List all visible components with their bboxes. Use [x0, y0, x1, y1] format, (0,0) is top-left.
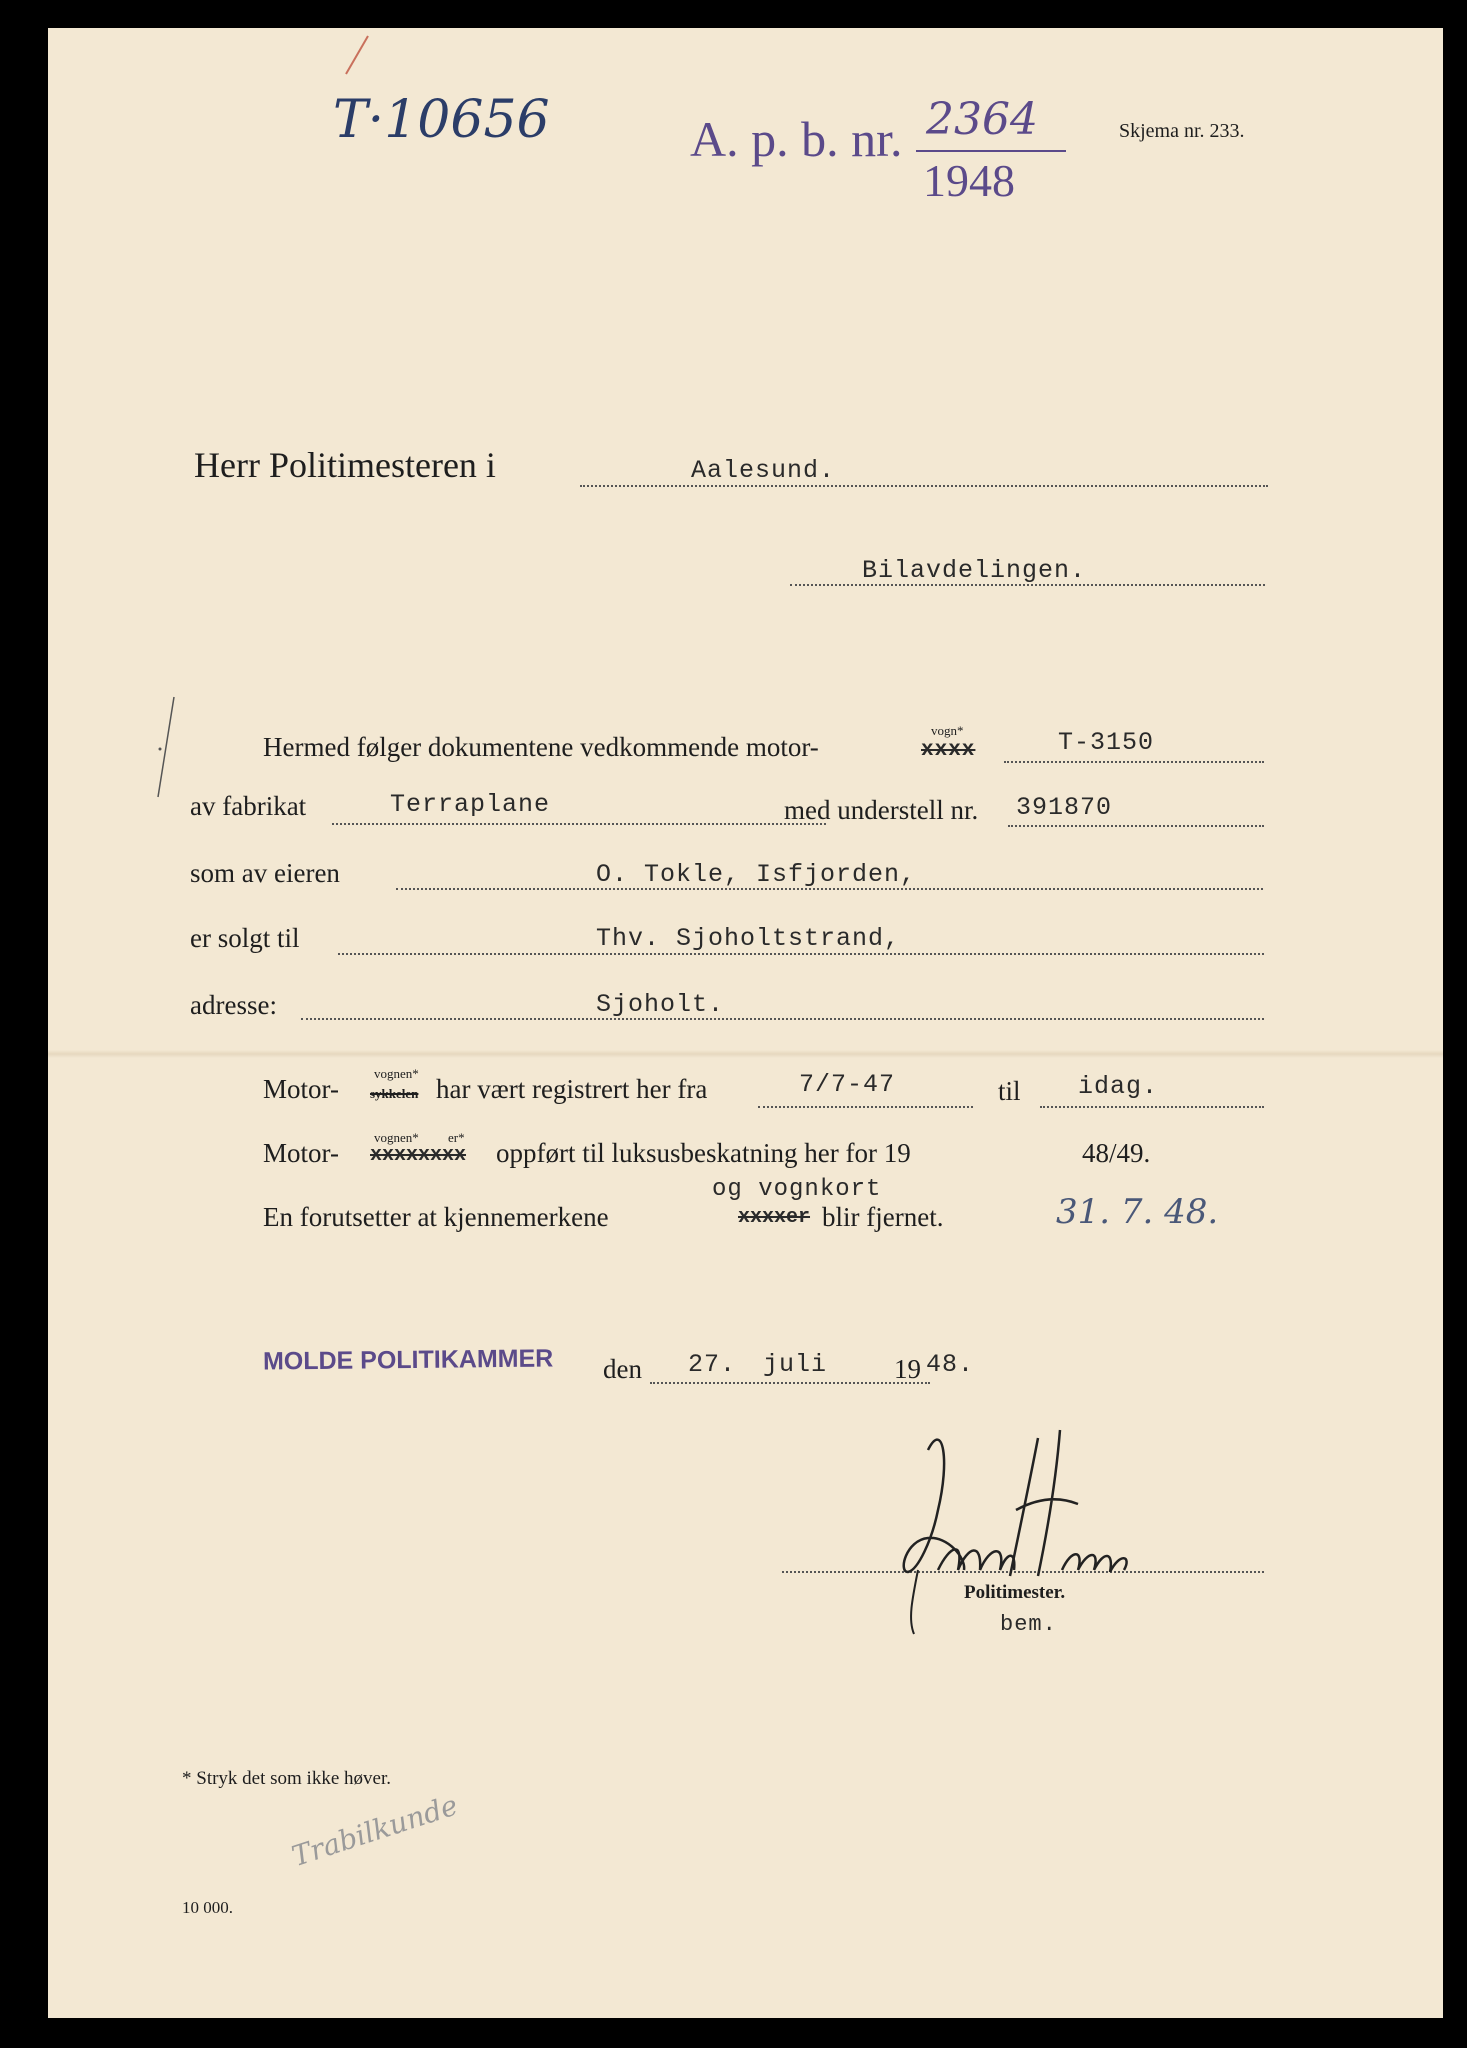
owner-label: som av eieren	[190, 858, 340, 888]
date-year-suffix: 48.	[926, 1350, 975, 1379]
recipient-city: Aalesund.	[691, 456, 836, 485]
department: Bilavdelingen.	[862, 556, 1087, 585]
recipient-city-line	[580, 485, 1268, 487]
reg-til-line	[1040, 1106, 1264, 1108]
date-month: juli	[763, 1350, 828, 1379]
plates-insert: og vognkort	[712, 1176, 882, 1203]
pencil-note: Trabilkunde	[287, 1788, 462, 1873]
plates-struck-word: xxxxer	[738, 1206, 811, 1229]
sold-to-line	[338, 953, 1264, 955]
recipient-label: Herr Politimesteren i	[194, 445, 496, 485]
form-number: Skjema nr. 233.	[1119, 120, 1245, 142]
apb-number: 2364	[926, 94, 1038, 145]
margin-pencil-mark	[152, 693, 182, 803]
sold-to-value: Thv. Sjoholtstrand,	[596, 924, 901, 953]
fabrikat-value: Terraplane	[390, 790, 551, 819]
owner-value: O. Tokle, Isfjorden,	[596, 860, 917, 889]
line1-superscript: vogn*	[931, 723, 964, 738]
apb-stamp-prefix: A. p. b. nr.	[690, 111, 903, 167]
reg-from-date: 7/7-47	[799, 1070, 896, 1099]
reg-superscript: vognen*	[374, 1066, 419, 1081]
registration-number: T-3150	[1058, 728, 1155, 757]
chassis-line	[1008, 825, 1264, 827]
red-pencil-mark	[338, 30, 378, 80]
fabrikat-line	[332, 823, 826, 825]
apb-fraction-line	[916, 150, 1066, 152]
plates-handwritten-date: 31. 7. 48.	[1056, 1192, 1219, 1232]
line1-struck-word: xxxx	[921, 739, 976, 762]
reg-struck-word: sykkelen	[370, 1086, 419, 1101]
address-line	[301, 1018, 1264, 1020]
date-day: 27.	[688, 1350, 737, 1379]
reg-number-line	[1004, 761, 1264, 763]
plates-text-2: blir fjernet.	[822, 1202, 944, 1232]
tax-year: 48/49.	[1082, 1138, 1151, 1168]
date-year-prefix: 19	[894, 1354, 921, 1384]
reg-til-value: idag.	[1078, 1072, 1159, 1101]
tax-superscript-2: er*	[448, 1130, 465, 1145]
tax-struck-word: xxxxxxxx	[370, 1144, 467, 1167]
body-line1-text: Hermed følger dokumentene vedkommende motor-	[263, 732, 819, 762]
apb-year: 1948	[923, 155, 1015, 206]
fold-crease	[48, 1050, 1443, 1058]
chassis-label: med understell nr.	[784, 795, 979, 825]
tax-motor-prefix: Motor-	[263, 1138, 339, 1168]
address-label: adresse:	[190, 990, 277, 1020]
address-value: Sjoholt.	[596, 990, 725, 1019]
police-stamp: MOLDE POLITIKAMMER	[262, 1344, 554, 1376]
handwritten-reference: T·10656	[333, 90, 550, 150]
document-page	[48, 28, 1443, 2018]
reg-text: har vært registrert her fra	[436, 1074, 708, 1104]
date-den-label: den	[603, 1354, 642, 1384]
tax-superscript-1: vognen*	[374, 1130, 419, 1145]
signature-title: Politimester.	[964, 1582, 1066, 1603]
reg-from-line	[758, 1106, 973, 1108]
chassis-value: 391870	[1016, 793, 1113, 822]
reg-motor-prefix: Motor-	[263, 1074, 339, 1104]
date-line	[650, 1382, 930, 1384]
footnote: * Stryk det som ikke høver.	[182, 1768, 391, 1789]
plates-text-1: En forutsetter at kjennemerkene	[263, 1202, 609, 1232]
fabrikat-label: av fabrikat	[190, 791, 307, 821]
sold-to-label: er solgt til	[190, 923, 300, 953]
reg-til-label: til	[998, 1076, 1021, 1106]
print-run: 10 000.	[182, 1898, 233, 1917]
tax-text: oppført til luksusbeskatning her for 19	[496, 1138, 911, 1168]
signature-title-abbrev: bem.	[1000, 1612, 1057, 1637]
